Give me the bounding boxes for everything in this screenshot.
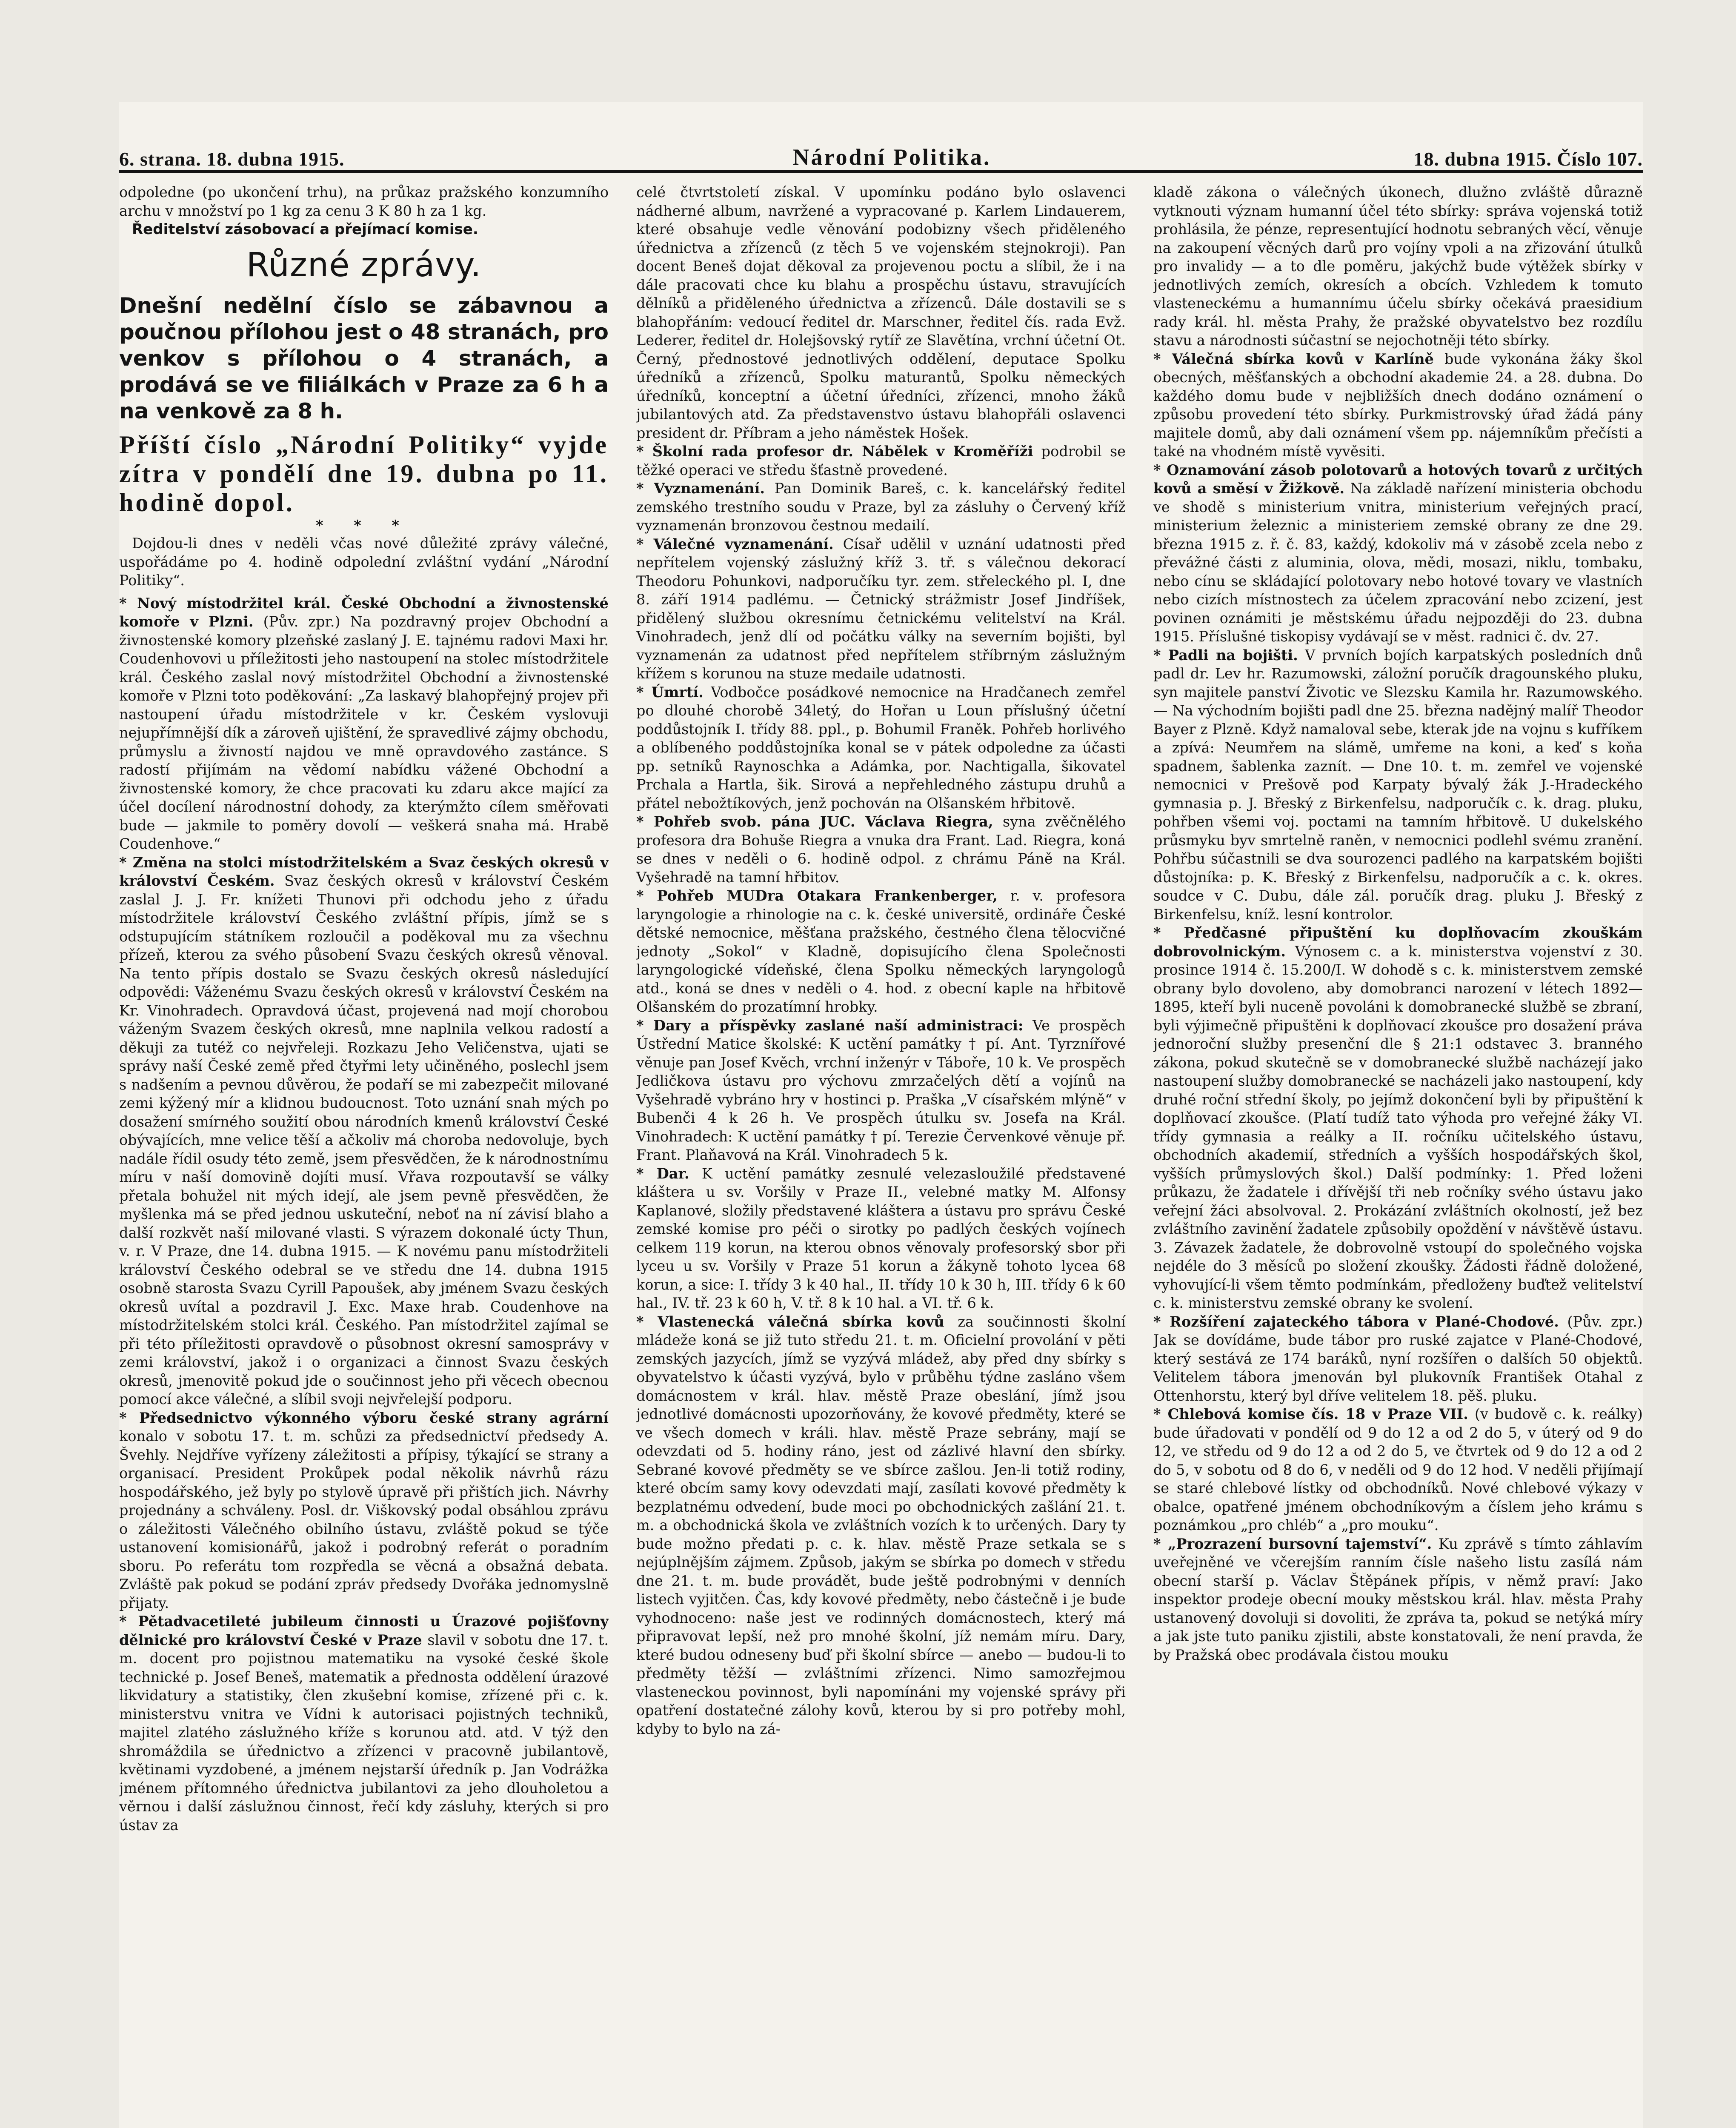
article-body: K uctění památky zesnulé velezasloužilé představené kláštera u sv. Voršily v Praze II., velebné matky M. Alfonsy Kaplanové, složily představené kláštera a ústavu pro správu České zemské komise pro péči o sirotky po padlých českých vojínech celkem 119 korun, na kterou obnos věnovaly profesorský sbor při lyceu u sv. Voršily v Praze 51 korun a žákyně tohoto lycea 68 korun, a sice: I. třídy 3 k 40 hal., II. třídy 10 k 30 h, III. třídy 6 k 60 hal., IV. tř. 23 k 60 h, V. tř. 8 k 10 hal. a VI. tř. 6 k.	[636, 1165, 1126, 1311]
article-title: * Dary a příspěvky zaslané naší administraci:	[636, 1017, 1024, 1034]
article-body: V prvních bojích karpatských posledních dnů padl dr. Lev hr. Razumowski, záložní poručík dragounského pluku, syn majitele panství Životic ve Slezsku Kamila hr. Razumowského. — Na východním bojišti padl dne 25. března nadějný malíř Theodor Bayer z Plzně. Když namaloval sebe, kterak jde na vojnu s kufříkem a zpívá: Neumřem na slámě, umřeme na koni, a keď s koňa spadnem, šablenka zaznít. — Dne 10. t. m. zemřel ve vojenské nemocnici v Prešově pod Karpaty bývalý žák J.-Hradeckého gymnasia p. J. Břeský z Birkenfelsu, nadporučík c. k. drag. pluku, pohřben všemi voj. poctami na tamním hřbitově. U dukelského průsmyku byv smrtelně raněn, v nemocnici podlehl svému zranění. Pohřbu súčastnili se dva sourozenci padlého na karpatském bojišti důstojníka: p. K. Břeský z Birkenfelsu, nadporučík a c. k. okres. soudce v C. Dubu, dále zál. poručík drag. pluku J. Břeský z Birkenfelsu, kníž. lesní kontrolor.	[1153, 646, 1643, 923]
article-title: * Pohřeb MUDra Otakara Frankenberger,	[636, 887, 998, 904]
promo-sunday-issue: Dnešní nedělní číslo se zábavnou a poučnou přílohou jest o 48 stranách, pro venkov s přílohou o 4 stranách, a prodává se ve filiálkách v Praze za 6 h a na venkově za 8 h.	[119, 293, 609, 423]
article-title: * Padli na bojišti.	[1153, 646, 1298, 664]
article-title: * Válečné vyznamenání.	[636, 535, 834, 552]
article-war-decoration	[636, 535, 1126, 683]
article-body: Svaz českých okresů v království Českém zaslal J. J. Fr. knížeti Thunovi při odchodu jeho z úřadu místodržitele království Českého zvláštní přípis, jímž se s odstupujícím státníkem rozloučil a poděkoval mu za všechnu přízeň, kterou za svého působení Svazu českých okresů věnoval. Na tento přípis dostalo se Svazu českých okresů následující odpovědi: Váženému Svazu českých okresů v království Českém na Kr. Vinohradech. Opravdová účast, projevená nad mojí chorobou váženým Svazem českých okresů, mne naplnila velkou radostí a děkuji za tutéž co nejvřeleji. Rozkazu Jeho Veličenstva, ujati se správy naší České země před čtyřmi lety učiněného, poslechl jsem s nadšením a pevnou důvěrou, že podaří se mi zabezpečit milované zemi kýžený mír a klidnou budoucnost. Toto uznání snah mých po dosažení smírného soužití obou národních kmenů království České obývajících, mne velice těší a ačkoliv má choroba nedovoluje, bych nadále řídil osudy této země, jsem přesvědčen, že k národnostnímu míru v naší domovině dojíti musí. Vřava rozpoutavší se války přetala bohužel nit mých idejí, ale jsem pevně přesvědčen, že myšlenka má se před jednou uskuteční, neboť na ní závisí blaho a další rozkvět naší milované vlasti. S výrazem dokonalé úcty Thun, v. r. V Praze, dne 14. dubna 1915. — K novému panu místodržiteli království Českého odebral se ve středu dne 14. dubna 1915 osobně starosta Svazu Cyrill Papoušek, aby jménem Svazu českých okresů uvítal a pozdravil J. Exc. Maxe hrab. Coudenhove na místodržitelském stolci král. Českého. Pan místodržitel zajímal se při této příležitosti opravdově o působnost okresní samosprávy v zemi království, jakož i o organizaci a činnost Svazu českých okresů, jmenovitě pokud jde o součinnost jeho při věcech obecnou pomocí akce válečné, a slíbil svoji nejvřelejší podporu.	[119, 872, 609, 1407]
article-donations	[636, 1016, 1126, 1164]
header-page-date: 6. strana. 18. dubna 1915.	[119, 148, 345, 170]
article-decoration	[636, 479, 1126, 535]
section-title: Různé zprávy.	[246, 246, 482, 284]
article-continuation: celé čtvrtstoletí získal. V upomínku podáno bylo oslavenci nádherné album, navržené a vypracované p. Karlem Lindauerem, které obsahuje vedle věnování podobizny všech přiděleného úřednictva a zřízenců (z těch 5 ve vojenském stejnokroji). Pan docent Beneš dojat děkoval za projevenou poctu a slíbil, že i na dále pracovati chce ku blahu a prospěchu ústavu, stravujících dělníků a přiděleného úřednictva a zřízenců. Dále dostavili se s blahopřáním: vedoucí ředitel dr. Marschner, ředitel čís. rada Evž. Lederer, ředitel dr. Holejšovský rytíř ze Slavětína, vrchní účetní Ot. Černý, přednostové jednotlivých oddělení, deputace Spolku úředníků a zřízenců, Spolku maturantů, Spolku německých úředníků, konceptní a účetní úředníci, zřízenci, mnoho žáků jubilantových atd. Za představenstvo ústavu blahopřáli oslavenci president dr. Příbram a jeho náměstek Hošek.	[636, 184, 1126, 441]
article-body: (v budově c. k. reálky) bude úřadovati v pondělí od 9 do 12 a od 2 do 5, v úterý od 9 do 12, ve středu od 9 do 12 a od 2 do 5, ve čtvrtek od 9 do 12 a od 2 do 5, v sobotu od 8 do 6, v neděli od 9 do 12 hod. V neděli přijímají se staré chlebové lístky od obchodníků. Nové chlebové výkazy v obalce, opatřené jménem obchodníkovým a číslem jeho krámu s poznámkou „pro chléb“ a „pro mouku“.	[1153, 1406, 1643, 1533]
column-2	[636, 183, 1126, 2128]
article-title: * Rozšíření zajateckého tábora v Plané-Chodové.	[1153, 1313, 1559, 1330]
article-school-counsellor	[636, 442, 1126, 479]
article-title: * Chlebová komise čís. 18 v Praze VII.	[1153, 1406, 1468, 1422]
article-body: konalo v sobotu 17. t. m. schůzi za předsednictví předsedy A. Švehly. Nejdříve vyřízeny záležitosti a přípisy, týkající se strany a organisací. President Prokůpek podal několik návrhů rázu hospodářského, jež byly po stylově úpravě při přištích jich. Návrhy projednány a schváleny. Posl. dr. Viškovský podal obsáhlou zprávu o záležitosti Válečného obilního ústavu, zvláště pokud se týče ustanovení komisionářů, jakož i podrobný referát o poradním sboru. Po referátu tom rozpředla se věcná a obsažná debata. Zvláště pak pokud se podání zpráv předsedy Dvořáka jednomyslně přijaty.	[119, 1428, 609, 1611]
article-title: * Předčasné připuštění ku doplňovacím zkouškám dobrovolnickým.	[1153, 924, 1643, 960]
article-body: syna zvěčnělého profesora dra Bohuše Riegra a vnuka dra Frant. Lad. Riegra, koná se dnes v neděli o 6. hodině odpol. z chrámu Páně na Král. Vyšehradě na tamní hřbitov.	[636, 813, 1126, 886]
column-1	[119, 183, 609, 2128]
article-body: r. v. profesora laryngologie a rhinologie na c. k. české universitě, ordináře České dětské nemocnice, měšťana pražského, čestného člena tělocvičné jednoty „Sokol“ v Kladně, dopisujícího člena Společnosti laryngologické vídeňské, člena Spolku německých laryngologů atd., koná se dnes v neděli o 4. hod. z obecní kaple na hřbitově Olšanském do prozatímní hrobky.	[636, 887, 1126, 1015]
article-title: * Nový místodržitel král. České Obchodní a živnostenské komoře v Plzni.	[119, 595, 609, 630]
article-body: Pan Dominik Bareš, c. k. kancelářský ředitel zemského trestního soudu v Praze, byl za zásluhy o Červený kříž vyznamenán bronzovou čestnou medailí.	[636, 480, 1126, 534]
article-body: Ku zprávě s tímto záhlavím uveřejněné ve včerejším ranním čísle našeho listu zasílá nám obecní starší p. Václav Štěpánek přípis, v němž praví: Jako inspektor prodeje obecní mouky městskou král. hlav. města Prahy ustanovený dovoluji si dovoliti, že zpráva ta, pokud se netýká míry a jak jste tuto paniku zjistili, abste konstatovali, že není pravda, že by Pražská obec prodávala čistou mouku	[1153, 1535, 1643, 1663]
article-body: slavil v sobotu dne 17. t. m. docent pro pojistnou matematiku na vysoké české škole technické p. Josef Beneš, matematik a přednosta oddělení úrazové likvidatury a statistiky, člen zkušební komise, zřízené při c. k. ministerstvu vnitra ve Vídni k autorisaci pojistných techniků, majitel zlatého záslužného kříže s korunou atd. atd. V týž den shromáždila se úřednictvo a zřízenci v pracovně jubilantově, květinami vyzdobené, a jménem nejstarší úředník p. Jan Vodrážka jménem přítomného úřednictva jubilantovi za jeho dlouholetou a věrnou i další záslužnou činnost, řečí kdy zásluhy, kterých si pro ústav za	[119, 1631, 609, 1833]
article-gift	[636, 1164, 1126, 1313]
newspaper-page	[119, 102, 1643, 2128]
article-body: Císař udělil v uznání udatnosti před nepřítelem vojenský záslužný kříž 3. tř. s válečnou dekorací Theodoru Pohunkovi, nadporučíku tyr. zem. střeleckého pl. I, dne 8. září 1914 padlému. — Četnický strážmistr Josef Jindříšek, přidělený službou okresnímu četnickému velitelství na Král. Vinohradech, jenž dlí od počátku války na severním bojišti, byl vyznamenán za udatnost před nepřítelem stříbrným záslužným křížem s korunou na stuze medaile udatnosti.	[636, 535, 1126, 682]
article-karlin-collection	[1153, 350, 1643, 461]
article-title: * Pohřeb svob. pána JUC. Václava Riegra,	[636, 813, 993, 830]
article-signature: Ředitelství zásobovací a přejímací komise.	[132, 221, 478, 238]
article-title: * Vlastenecká válečná sbírka kovů	[636, 1313, 944, 1330]
article-death	[636, 683, 1126, 813]
promo-next-issue: Příští číslo „Národní Politiky“ vyjde zítra v pondělí dne 19. dubna po 11. hodině dopol.	[119, 431, 609, 517]
separator-stars: * * *	[316, 517, 412, 534]
article-governor-districts	[119, 853, 609, 1409]
article-title: * Válečná sbírka kovů v Karlíně	[1153, 350, 1434, 367]
article-body: Vodbočce posádkové nemocnice na Hradčanech zemřel po dlouhé chorobě 34letý, do Hořan u Loun příslušný účetní poddůstojník I. třídy 88. ppl., p. Bohumil Franěk. Pohřeb horlivého a oblíbeného poddůstojníka konal se v pátek odpoledne za účasti pp. setníků Raynoschka a Adámka, por. Nachtigalla, šikovatel Prchala a Hartla, šik. Sirová a nepřehledného zástupu druhů a přátel nebožtíkových, jenž pochován na Olšanském hřbitově.	[636, 684, 1126, 812]
article-stock-secret	[1153, 1535, 1643, 1665]
article-continuation: odpoledne (po ukončení trhu), na průkaz pražského konzumního archu v množství po 1 kg za cenu 3 K 80 h za 1 kg.	[119, 184, 609, 219]
article-title: * Oznamování zásob polotovarů a hotových tovarů z určitých kovů a směsí v Žižkově.	[1153, 461, 1643, 497]
article-title: * Dar.	[636, 1165, 689, 1182]
article-funeral-frankenberger	[636, 887, 1126, 1016]
article-title: * „Prozrazení bursovní tajemství“.	[1153, 1535, 1432, 1552]
article-body: podrobil se těžké operaci ve středu šťastně provedené.	[636, 443, 1126, 478]
article-agrarian-party	[119, 1409, 609, 1613]
text-columns	[119, 183, 1643, 2128]
masthead-title: Národní Politika.	[792, 144, 991, 170]
page-header	[119, 123, 1643, 173]
article-governor-plzen	[119, 594, 609, 853]
article-title: * Změna na stolci místodržitelském a Svaz českých okresů v království Českém.	[119, 854, 609, 889]
article-metal-collection	[636, 1313, 1126, 1739]
article-title: * Školní rada profesor dr. Nábělek v Kroměříži	[636, 443, 1033, 460]
article-bread-commission	[1153, 1405, 1643, 1535]
article-body: za součinnosti školní mládeže koná se již tuto středu 21. t. m. Oficielní provolání v pěti zemských jazycích, jímž se vyzývá mládež, aby před dny sbírky s obyvatelstvo k účasti vyzývá, bylo v průběhu týdne zasláno všem domácnostem v král. hlav. městě Praze obeslání, jímž jsou jednotlivé domácnosti upozorňovány, že kovové předměty, které se ve všech domech v králi. hlav. městě Praze sebrány, mají se odevzdati od 5. hodiny ráno, jest od zázlivé hlavní den sbírky. Sebrané kovové předměty se ve sbírce zašlou. Jen-li totiž rodiny, které obcím samy kovy odevzdati mají, zasílati kovové předměty k bezplatnému odvedení, bude moci po obchodnických zašlání 21. t. m. a obchodnická škola ve zvláštních vozích k to určených. Dary ty bude možno předati p. c. k. hlav. městě Praze setkala se s nejúplnějším zájmem. Způsob, jakým se sbírka po domech v středu dne 21. t. m. bude provádět, bude ještě podrobnými v denních listech vyjitčen. Čas, kdy kovové předměty, nebo částečně i je bude vyhodnoceno: naše jest ve rodinných domácnostech, který má připravovat lepší, než pro mnohé školní, jíž nemám míru. Dary, které budou odneseny buď při školní sbírce — anebo — budou-li to předměty těžší — zvláštními zřízenci. Nimo samozřejmou vlasteneckou povinnost, byli napomínáni my vojenské správy při opatření dostatečné zálohy kovů, kterou by si pro potřeby mohl, kdyby to bylo na zá-	[636, 1313, 1126, 1737]
article-title: * Úmrtí.	[636, 684, 704, 701]
column-3	[1153, 183, 1643, 2128]
article-body: Výnosem c. a k. ministerstva vojenství z 30. prosince 1914 č. 15.200/I. W dohodě s c. k. ministerstvem zemské obrany bylo dovoleno, aby domobranci narození v létech 1892—1895, kteří byli nuceně povoláni k domobranecké službě se zbraní, byli výjimečně připuštěni k doplňovací zkoušce pro dosažení práva jednoroční služby presenční dle § 21:1 odstavec 3. branného zákona, pokud skutečně se v domobranecké službě nacházejí jako nastoupení služby domobranecké se nacházeli jako nastoupení, kdy druhé roční střední školy, po jejímž dokončení byli by připuštění k doplňovací zkoušce. (Platí tudíž tato výhoda pro veřejné žáky VI. třídy gymnasia a reálky a II. ročníku učitelského ústavu, obchodních akademií, středních a vyšších hospodářských škol, vyšších průmyslových škol.) Další podmínky: 1. Před loženi průkazu, že žadatele i dřívější tři neb ročníky svého ústavu jako veřejní žáci absolvoval. 2. Prokázání zvláštních okolností, jež bez zvláštního zavinění žadatele způsobily opoždění v návštěvě ústavu. 3. Závazek žadatele, že dobrovolně vstoupí do společného vojska nejdéle do 3 měsíců po složení zkoušky. Žádosti řádně doložené, vyhovující-li všem těmto podmínkám, předloženy buďtež velitelství c. k. ministerstvu zemské obrany ke svolení.	[1153, 943, 1643, 1311]
article-title: * Pětadvacetileté jubileum činnosti u Úrazové pojišťovny dělnické pro království České v Praze	[119, 1613, 609, 1648]
article-jubilee	[119, 1612, 609, 1834]
article-title: * Vyznamenání.	[636, 480, 765, 497]
article-body: bude vykonána žáky škol obecných, měšťanských a obchodní akademie 24. a 28. dubna. Do každého domu bude v nejbližších dnech dodáno oznámení o způsobu provedení této sbírky. Purkmistrovský úřad žádá pány majitele domů, aby dali oznámení všem pp. nájemníkům přečísti a také na vhodném místě vyvěsiti.	[1153, 350, 1643, 460]
article-continuation: kladě zákona o válečných úkonech, dlužno zvláště důrazně vytknouti význam humanní účel této sbírky: správa vojenská totiž prohlásila, že pénze, representující hodnotu sebraných věcí, věnuje na zakoupení věcných darů pro vojíny vpoli a na zřizování útulků pro invalidy — a to dle poměru, jakýchž bude výtěžek sbírky v jednotlivých zemích, okresích a obcích. Vzhledem k tomuto vlasteneckému a humannímu účelu sbírky očekává praesidium rady král. hl. města Prahy, že pražské obyvatelstvo bez rozdílu stavu a národnosti súčastní se nejochotněji této sbírky.	[1153, 184, 1643, 349]
article-fallen	[1153, 646, 1643, 924]
article-funeral-riegr	[636, 812, 1126, 887]
article-title: * Předsednictvo výkonného výboru české strany agrární	[119, 1409, 609, 1426]
article-body: Na základě nařízení ministeria obchodu ve shodě s ministerium vnitra, ministerium veřejných prací, ministerium železnic a ministeriem zemské obrany ze dne 29. března 1915 z. ř. č. 83, každý, kdokoliv má v zásobě zcela nebo z převážné části z aluminia, olova, mědi, mosazi, niklu, tombaku, nebo cínu se skládající polotovary nebo hotové tovary ve vlastních nebo cizích místnostech za účelem zpracování nebo zcizení, jest povinen oznámiti je městskému úřadu nejpozději do 23. dubna 1915. Příslušné tiskopisy vydávají se v měst. radnici č. dv. 27.	[1153, 480, 1643, 645]
article-pow-camp	[1153, 1313, 1643, 1405]
article-volunteer-exams	[1153, 924, 1643, 1313]
notice-special-edition: Dojdou-li dnes v neděli včas nové důležité zprávy válečné, uspořádáme po 4. hodině odpolední zvláštní vydání „Národní Politiky“.	[119, 535, 609, 589]
article-body: (Pův. zpr.) Na pozdravný projev Obchodní a živnostenské komory plzeňské zaslaný J. E. tajnému radovi Maxi hr. Coudenhovovi u příležitosti jeho nastoupení na stolec místodržitele král. Českého zaslal nový místodržitel Obchodní a živnostenské komoře v Plzni toto poděkování: „Za laskavý blahopřejný projev při nastoupení úřadu místodržitele v kr. Českém vyslovuji nejupřímnější dík a zároveň ujištění, že spravedlivé zájmy obchodu, průmyslu a živností najdou ve mně opravdového zastánce. S radostí přijímám na vědomí nabídku vážené Obchodní a živnostenské komory, že chce pracovati ku zdaru akce mající za účel docílení národnostní dohody, za kterýmžto cílem směřovati bude — jakmile to poměry dovolí — veškerá snaha má. Hrabě Coudenhove.“	[119, 613, 609, 852]
article-zizkov-metals	[1153, 461, 1643, 646]
header-date-issue: 18. dubna 1915. Číslo 107.	[1413, 148, 1643, 170]
article-body: Ve prospěch Ústřední Matice školské: K uctění památky † pí. Ant. Tyrznířové věnuje pan Josef Kvěch, vrchní inženýr v Táboře, 10 k. Ve prospěch Jedličkova ústavu pro výchovu zmrzačelých dětí a vojínů na Vyšehradě vybráno hry v hostinci p. Praška „V císařském mlýně“ v Bubenči 4 k 26 h. Ve prospěch útulku sv. Josefa na Král. Vinohradech: K uctění památky † pí. Terezie Červenkové věnuje př. Frant. Plaňavová na Král. Vinohradech 5 k.	[636, 1017, 1126, 1163]
article-body: (Pův. zpr.) Jak se dovídáme, bude tábor pro ruské zajatce v Plané-Chodové, který sestává ze 174 baráků, nyní rozšířen o dalších 50 objektů. Velitelem tábora jmenován byl plukovník František Otahal z Ottenhorstu, který byl dříve velitelem 18. pěš. pluku.	[1153, 1313, 1643, 1404]
